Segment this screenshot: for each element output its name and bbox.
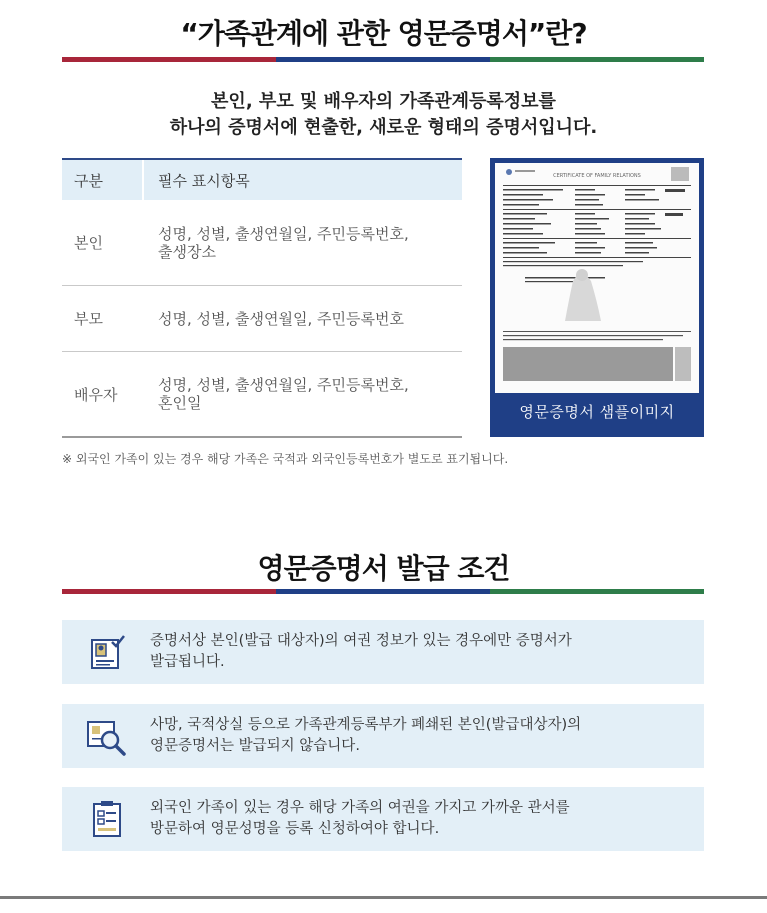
section-title-issuance-conditions: 영문증명서 발급 조건 bbox=[257, 552, 510, 585]
id-card-icon bbox=[62, 620, 150, 684]
condition-text-line: 외국인 가족이 있는 경우 해당 가족의 여권을 가지고 가까운 관서를 bbox=[150, 800, 570, 816]
condition-text-line: 방문하여 영문성명을 등록 신청하여야 합니다. bbox=[150, 821, 440, 837]
required-fields-table bbox=[62, 158, 462, 438]
certificate-document-thumbnail bbox=[495, 163, 699, 393]
condition-text-line: 증명서상 본인(발급 대상자)의 여권 정보가 있는 경우에만 증명서가 bbox=[150, 633, 572, 649]
sample-image-caption: 영문증명서 샘플이미지 bbox=[519, 403, 675, 421]
subtitle-line-1: 본인, 부모 및 배우자의 가족관계등록정보를 bbox=[211, 91, 556, 112]
condition-box bbox=[62, 704, 704, 768]
tricolor-divider bbox=[62, 57, 704, 62]
clipboard-icon bbox=[62, 787, 150, 851]
condition-text bbox=[150, 631, 572, 673]
foreign-family-note: ※ 외국인 가족이 있는 경우 해당 가족은 국적과 외국인등록번호가 별도로 표기됩니다. bbox=[62, 452, 509, 466]
row-label: 부모 bbox=[74, 310, 103, 328]
doc-heading: CERTIFICATE OF FAMILY RELATIONS bbox=[553, 173, 641, 179]
condition-text-line: 발급됩니다. bbox=[150, 654, 225, 670]
condition-text bbox=[150, 798, 570, 840]
subtitle-line-2: 하나의 증명서에 현출한, 새로운 형태의 증명서입니다. bbox=[169, 117, 598, 138]
row-value-line: 성명, 성별, 출생연월일, 주민등록번호, bbox=[158, 376, 409, 394]
row-value bbox=[144, 225, 462, 261]
condition-text-line: 영문증명서는 발급되지 않습니다. bbox=[150, 738, 360, 754]
row-value bbox=[144, 376, 462, 412]
tricolor-divider bbox=[62, 589, 704, 594]
table-header bbox=[62, 158, 462, 200]
row-value bbox=[144, 310, 462, 328]
magnifier-document-icon bbox=[62, 704, 150, 768]
certificate-document-graphic bbox=[495, 163, 699, 393]
row-value-line: 혼인일 bbox=[158, 394, 202, 412]
certificate-sample-image bbox=[490, 158, 704, 437]
table-row bbox=[62, 200, 462, 286]
table-row bbox=[62, 286, 462, 352]
row-label: 본인 bbox=[74, 234, 103, 252]
row-value-line: 출생장소 bbox=[158, 242, 216, 261]
row-value-line: 성명, 성별, 출생연월일, 주민등록번호, bbox=[158, 224, 409, 243]
header-required-items: 필수 표시항목 bbox=[158, 171, 250, 190]
footer-divider bbox=[0, 896, 767, 899]
condition-box bbox=[62, 787, 704, 851]
header-category: 구분 bbox=[74, 171, 103, 190]
section-title-english-certificate: “가족관계에 관한 영문증명서”란? bbox=[180, 17, 587, 50]
row-value-line: 성명, 성별, 출생연월일, 주민등록번호 bbox=[158, 309, 404, 328]
condition-text-line: 사망, 국적상실 등으로 가족관계등록부가 폐쇄된 본인(발급대상자)의 bbox=[150, 717, 582, 733]
row-label: 배우자 bbox=[74, 385, 118, 404]
table-row bbox=[62, 352, 462, 438]
condition-text bbox=[150, 715, 581, 757]
condition-box bbox=[62, 620, 704, 684]
